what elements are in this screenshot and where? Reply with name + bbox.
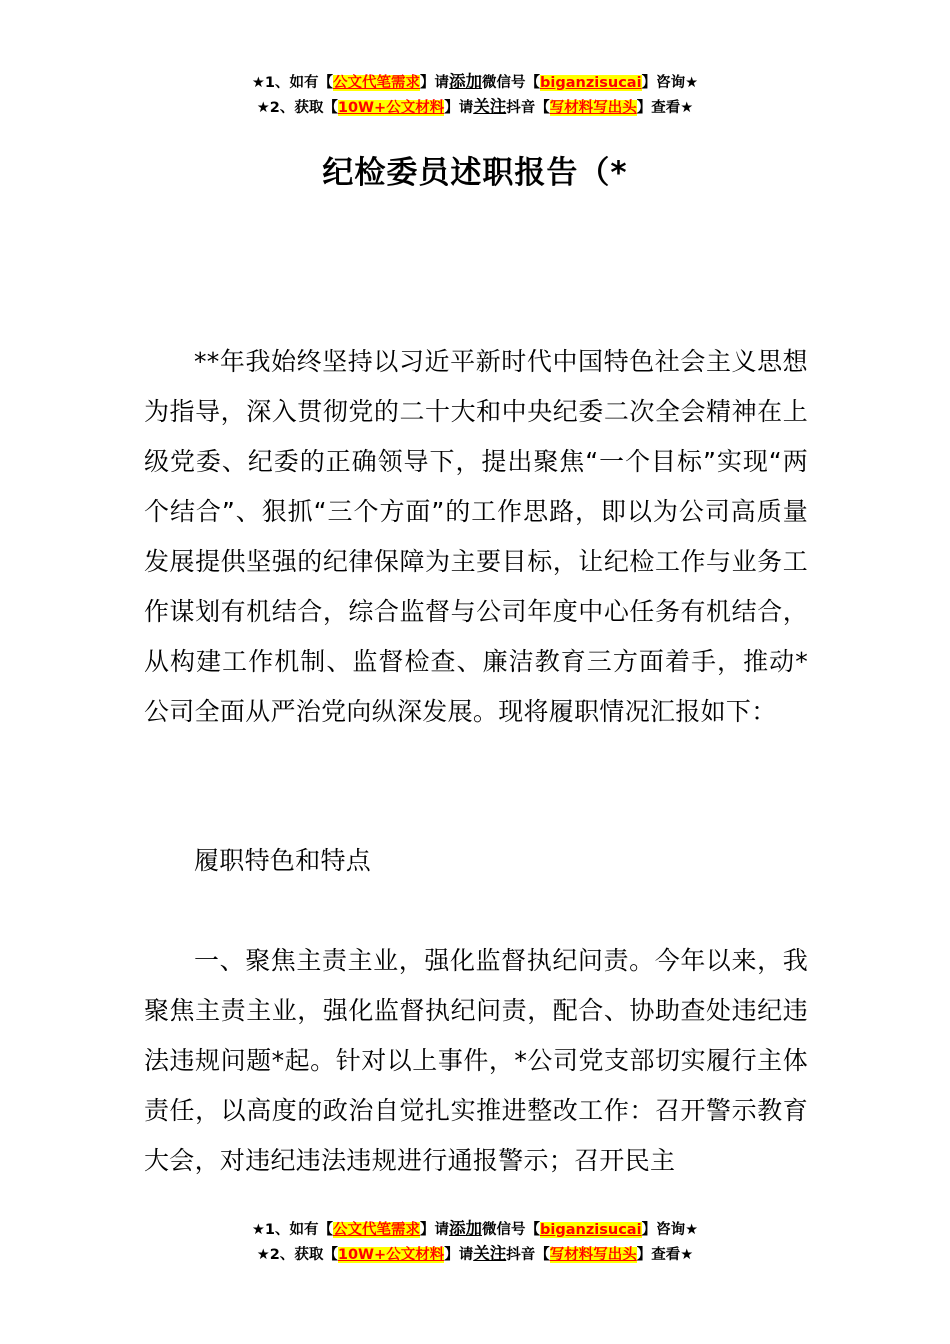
banner-line-1 <box>0 70 950 95</box>
banner-text: ★2、获取【 <box>256 100 338 116</box>
banner-text: 】咨询★ <box>641 75 699 91</box>
banner-emphasis: 关注 <box>473 97 507 116</box>
banner-text: 】请 <box>444 1247 474 1263</box>
section-heading: 履职特色和特点 <box>194 846 372 875</box>
banner-highlight: 写材料写出头 <box>549 100 637 116</box>
banner-highlight: biganzisucai <box>540 75 642 91</box>
banner-text: 】查看★ <box>636 1247 694 1263</box>
banner-text: ★1、如有【 <box>251 1222 334 1238</box>
banner-text: 抖音【 <box>506 1247 550 1263</box>
banner-line-1 <box>0 1217 950 1242</box>
banner-emphasis: 关注 <box>473 1244 507 1263</box>
banner-text: 】咨询★ <box>641 1222 699 1238</box>
document-title: 纪检委员述职报告（* <box>322 155 628 191</box>
banner-emphasis: 添加 <box>449 1219 483 1238</box>
footer-banner <box>0 1217 950 1267</box>
banner-emphasis: 添加 <box>449 72 483 91</box>
banner-text: ★2、获取【 <box>256 1247 338 1263</box>
paragraph-section-1: 一、聚焦主责主业，强化监督执纪问责。今年以来，我聚焦主责主业，强化监督执纪问责，配合、协助查处违纪违法违规问题*起。针对以上事件，*公司党支部切实履行主体责任，以高度的政治自觉扎实推进整改工作：召开警示教育大会，对违纪违法违规进行通报警示；召开民主 <box>144 946 808 1175</box>
banner-highlight: 10W+公文材料 <box>337 1247 445 1263</box>
header-banner <box>0 70 950 120</box>
banner-highlight: biganzisucai <box>540 1222 642 1238</box>
banner-line-2 <box>0 1242 950 1267</box>
banner-text: 】请 <box>420 75 450 91</box>
banner-text: 抖音【 <box>506 100 550 116</box>
banner-line-2 <box>0 95 950 120</box>
banner-text: 】查看★ <box>636 100 694 116</box>
banner-text: 】请 <box>444 100 474 116</box>
banner-highlight: 公文代笔需求 <box>333 1222 421 1238</box>
banner-text: ★1、如有【 <box>251 75 334 91</box>
paragraph-intro: **年我始终坚持以习近平新时代中国特色社会主义思想为指导，深入贯彻党的二十大和中央纪委二次全会精神在上级党委、纪委的正确领导下，提出聚焦“一个目标”实现“两个结合”、狠抓“三个方面”的工作思路，即以为公司高质量发展提供坚强的纪律保障为主要目标，让纪检工作与业务工作谋划有机结合，综合监督与公司年度中心任务有机结合，从构建工作机制、监督检查、廉洁教育三方面着手，推动*公司全面从严治党向纵深发展。现将履职情况汇报如下： <box>144 347 808 726</box>
banner-highlight: 写材料写出头 <box>549 1247 637 1263</box>
banner-highlight: 公文代笔需求 <box>333 75 421 91</box>
banner-text: 】请 <box>420 1222 450 1238</box>
banner-highlight: 10W+公文材料 <box>337 100 445 116</box>
banner-text: 微信号【 <box>482 1222 541 1238</box>
banner-text: 微信号【 <box>482 75 541 91</box>
